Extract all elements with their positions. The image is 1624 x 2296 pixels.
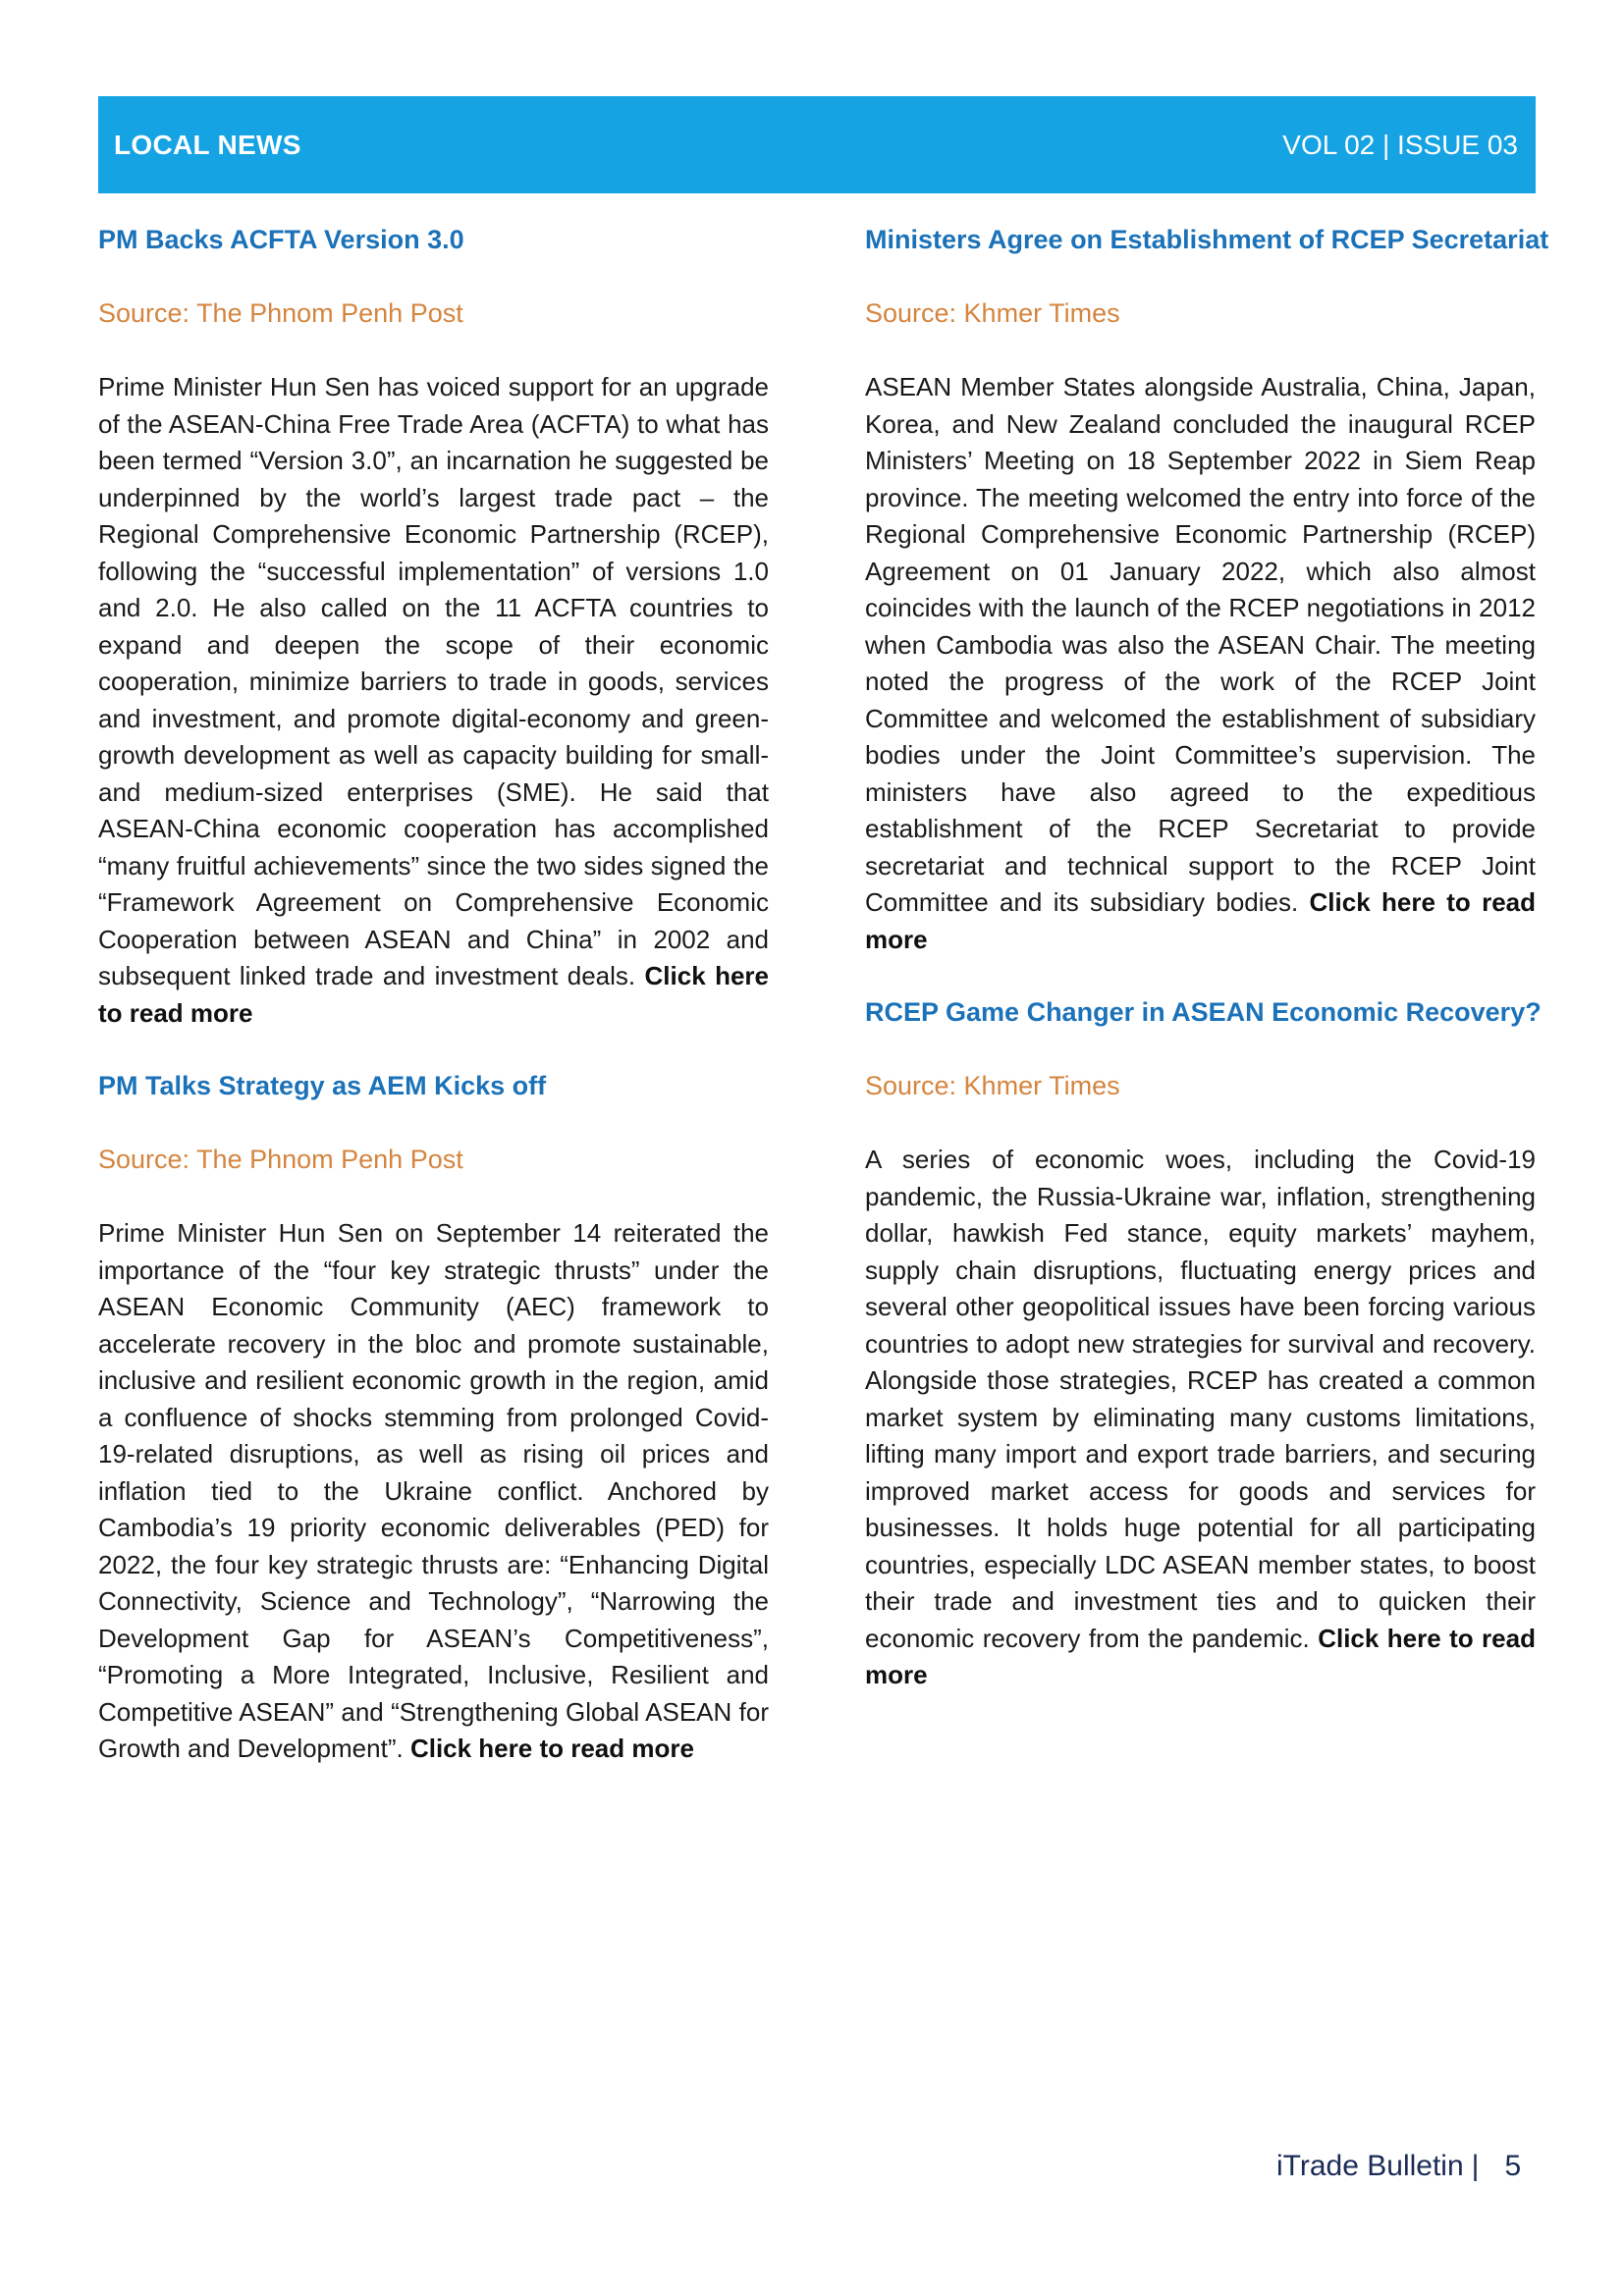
article-title: PM Talks Strategy as AEM Kicks off bbox=[98, 1071, 547, 1100]
article-body bbox=[98, 1215, 769, 1768]
article-acfta bbox=[98, 222, 769, 1032]
page-number: 5 bbox=[1504, 2150, 1522, 2182]
article-source: Source: Khmer Times bbox=[865, 298, 1120, 328]
article-body bbox=[865, 369, 1536, 958]
article-body-text: A series of economic woes, including the Covid-19 pandemic, the Russia-Ukraine war, inflation, strengthening dollar, hawkish Fed stance, equity markets’ mayhem, supply chain disruptions, fluctuating energy prices and several other geopolitical issues have been forcing various countries to adopt new strategies for survival and recovery. Alongside those strategies, RCEP has created a common market system by eliminating many customs limitations, lifting many import and export trade barriers, and securing improved market access for goods and services for businesses. It holds huge potential for all participating countries, especially LDC ASEAN member states, to boost their trade and investment ties and to quicken their economic recovery from the pandemic. bbox=[865, 1145, 1536, 1653]
page-footer bbox=[1276, 2150, 1521, 2183]
article-body-text: Prime Minister Hun Sen has voiced support for an upgrade of the ASEAN-China Free Trade Area (ACFTA) to what has been termed “Version 3.0”, an incarnation he suggested be underpinned by the world’s largest trade pact – the Regional Comprehensive Economic Partnership (RCEP), following the “successful implementation” of versions 1.0 and 2.0. He also called on the 11 ACFTA countries to expand and deepen the scope of their economic cooperation, minimize barriers to trade in goods, services and investment, and promote digital-economy and green-growth development as well as capacity building for small- and medium-sized enterprises (SME). He said that ASEAN-China economic cooperation has accomplished “many fruitful achievements” since the two sides signed the “Framework Agreement on Comprehensive Economic Cooperation between ASEAN and China” in 2002 and subsequent linked trade and investment deals. bbox=[98, 372, 769, 990]
article-body-text: Prime Minister Hun Sen on September 14 reiterated the importance of the “four key strategic thrusts” under the ASEAN Economic Community (AEC) framework to accelerate recovery in the bloc and promote sustainable, inclusive and resilient economic growth in the region, amid a confluence of shocks stemming from prolonged Covid-19-related disruptions, as well as rising oil prices and inflation tied to the Ukraine conflict. Anchored by Cambodia’s 19 priority economic deliverables (PED) for 2022, the four key strategic thrusts are: “Enhancing Digital Connectivity, Science and Technology”, “Narrowing the Development Gap for ASEAN’s Competitiveness”, “Promoting a More Integrated, Inclusive, Resilient and Competitive ASEAN” and “Strengthening Global ASEAN for Growth and Development”. bbox=[98, 1218, 769, 1763]
article-source: Source: The Phnom Penh Post bbox=[98, 1145, 463, 1174]
read-more-link[interactable]: Click here to read more bbox=[865, 887, 1536, 954]
left-column bbox=[98, 222, 769, 1768]
section-title: LOCAL NEWS bbox=[114, 129, 301, 160]
article-body bbox=[865, 1142, 1536, 1694]
footer-separator: | bbox=[1471, 2150, 1480, 2182]
article-title: PM Backs ACFTA Version 3.0 bbox=[98, 225, 464, 254]
article-source: Source: The Phnom Penh Post bbox=[98, 298, 463, 328]
article-aem bbox=[98, 1068, 769, 1768]
article-body bbox=[98, 369, 769, 1032]
issue-label: VOL 02 | ISSUE 03 bbox=[1282, 129, 1518, 160]
article-rcep-game-changer bbox=[865, 994, 1542, 1694]
article-body-text: ASEAN Member States alongside Australia, China, Japan, Korea, and New Zealand concluded the inaugural RCEP Ministers’ Meeting on 18 September 2022 in Siem Reap province. The meeting welcomed the entry into force of the Regional Comprehensive Economic Partnership (RCEP) Agreement on 01 January 2022, which also almost coincides with the launch of the RCEP negotiations in 2012 when Cambodia was also the ASEAN Chair. The meeting noted the progress of the work of the RCEP Joint Committee and welcomed the establishment of subsidiary bodies under the Joint Committee’s supervision. The ministers have also agreed to the expeditious establishment of the RCEP Secretariat to provide secretariat and technical support to the RCEP Joint Committee and its subsidiary bodies. bbox=[865, 372, 1536, 917]
right-column bbox=[865, 222, 1549, 1694]
read-more-link[interactable]: Click here to read more bbox=[98, 961, 769, 1028]
article-title: Ministers Agree on Establishment of RCEP Secretariat bbox=[865, 225, 1549, 254]
publication-name: iTrade Bulletin bbox=[1276, 2150, 1464, 2182]
read-more-link[interactable]: Click here to read more bbox=[865, 1623, 1536, 1689]
article-rcep-secretariat bbox=[865, 222, 1549, 958]
section-header-bar bbox=[98, 96, 1536, 193]
article-source: Source: Khmer Times bbox=[865, 1071, 1120, 1100]
article-title: RCEP Game Changer in ASEAN Economic Recovery? bbox=[865, 997, 1542, 1027]
read-more-link[interactable]: Click here to read more bbox=[409, 1734, 694, 1763]
